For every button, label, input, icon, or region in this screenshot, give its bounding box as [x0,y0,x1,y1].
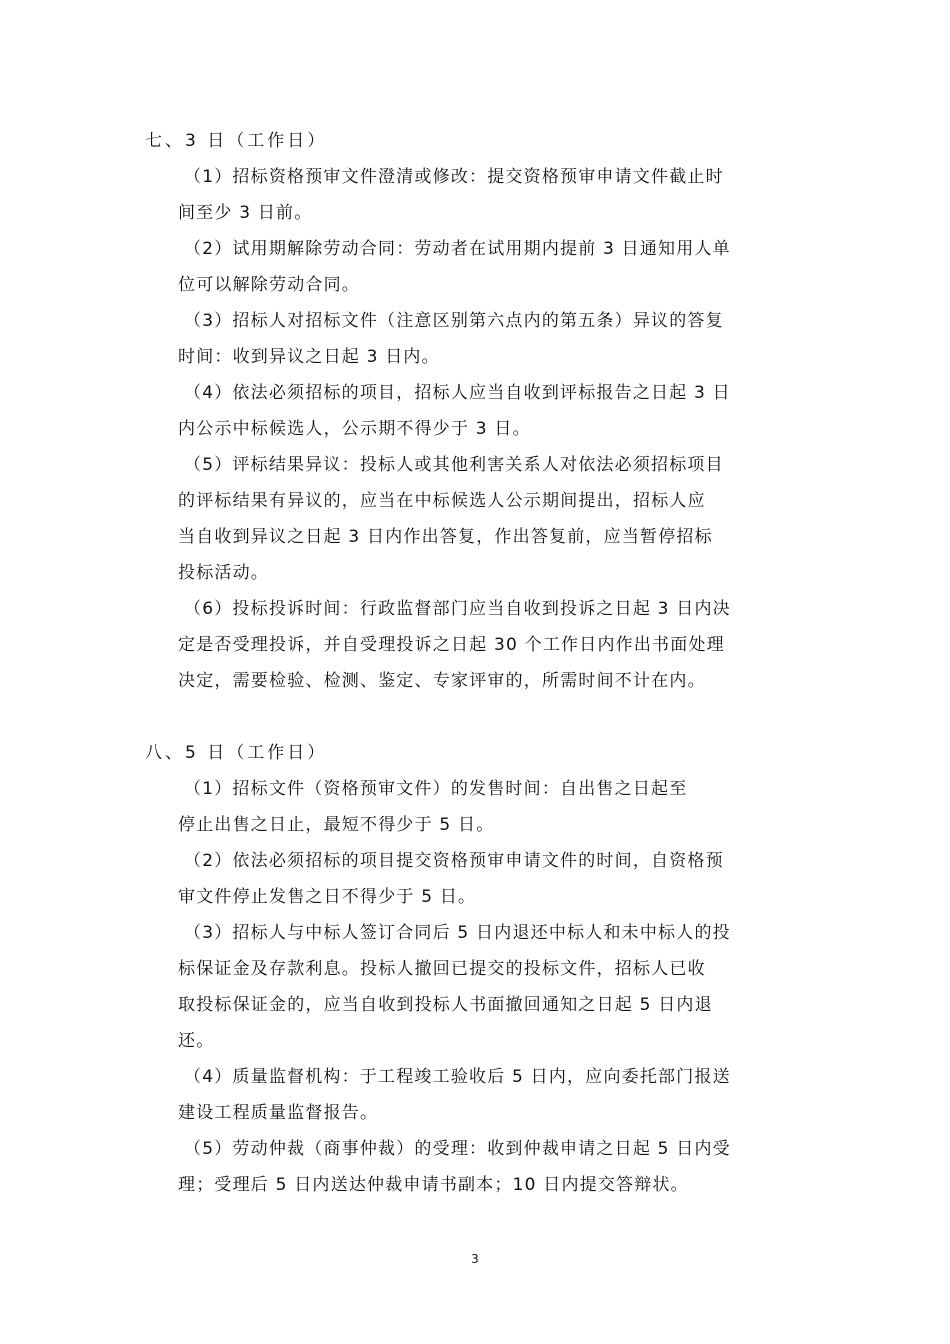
paragraph-line: 审文件停止发售之日不得少于 5 日。 [178,887,477,907]
section-8-heading: 八、5 日（工作日） [145,743,328,763]
paragraph-line: （2）试用期解除劳动合同：劳动者在试用期内提前 3 日通知用人单 [184,239,731,259]
paragraph-line: 决定，需要检验、检测、鉴定、专家评审的，所需时间不计在内。 [178,671,706,691]
paragraph-line: （1）招标文件（资格预审文件）的发售时间：自出售之日起至 [184,779,688,799]
paragraph-line: （4）质量监督机构：于工程竣工验收后 5 日内，应向委托部门报送 [184,1067,731,1087]
paragraph-line: 当自收到异议之日起 3 日内作出答复，作出答复前，应当暂停招标 [178,527,713,547]
paragraph-line: 停止出售之日止，最短不得少于 5 日。 [178,815,495,835]
paragraph-line: 还。 [178,1031,215,1051]
section-7-heading: 七、3 日（工作日） [145,131,328,151]
paragraph-line: （5）评标结果异议：投标人或其他利害关系人对依法必须招标项目 [184,455,724,475]
paragraph-line: 理；受理后 5 日内送达仲裁申请书副本；10 日内提交答辩状。 [178,1175,689,1195]
paragraph-line: （1）招标资格预审文件澄清或修改：提交资格预审申请文件截止时 [184,167,724,187]
paragraph-line: （3）招标人与中标人签订合同后 5 日内退还中标人和未中标人的投 [184,923,731,943]
paragraph-line: 间至少 3 日前。 [178,203,313,223]
paragraph-line: 建设工程质量监督报告。 [178,1103,379,1123]
paragraph-line: （4）依法必须招标的项目，招标人应当自收到评标报告之日起 3 日 [184,383,731,403]
paragraph-line: （3）招标人对招标文件（注意区别第六点内的第五条）异议的答复 [184,311,724,331]
paragraph-line: （5）劳动仲裁（商事仲裁）的受理：收到仲裁申请之日起 5 日内受 [184,1139,731,1159]
paragraph-line: 时间：收到异议之日起 3 日内。 [178,347,440,367]
paragraph-line: 标保证金及存款利息。投标人撤回已提交的投标文件，招标人已收 [178,959,706,979]
paragraph-line: 内公示中标候选人，公示期不得少于 3 日。 [178,419,531,439]
paragraph-line: 定是否受理投诉，并自受理投诉之日起 30 个工作日内作出书面处理 [178,635,725,655]
paragraph-line: 投标活动。 [178,563,269,583]
paragraph-line: （2）依法必须招标的项目提交资格预审申请文件的时间，自资格预 [184,851,724,871]
paragraph-line: 取投标保证金的，应当自收到投标人书面撤回通知之日起 5 日内退 [178,995,713,1015]
paragraph-line: 的评标结果有异议的，应当在中标候选人公示期间提出，招标人应 [178,491,706,511]
page-number: 3 [471,1252,479,1266]
paragraph-line: 位可以解除劳动合同。 [178,275,360,295]
paragraph-line: （6）投标投诉时间：行政监督部门应当自收到投诉之日起 3 日内决 [184,599,731,619]
